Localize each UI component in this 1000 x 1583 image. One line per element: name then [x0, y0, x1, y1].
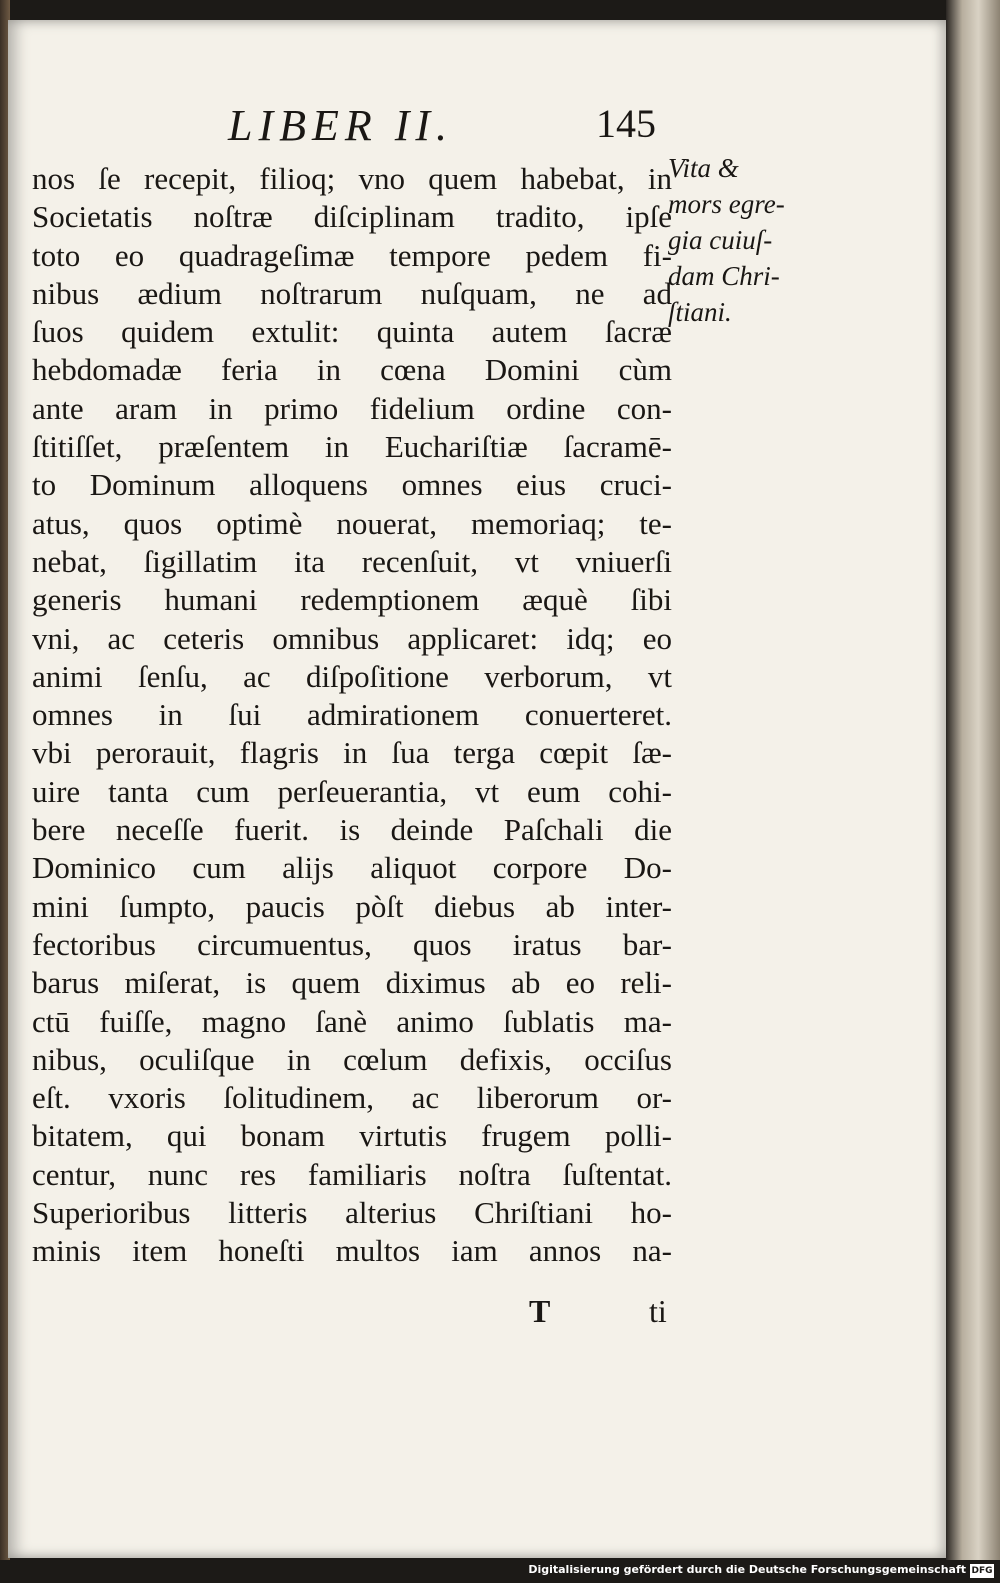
- marginal-line: Vita &: [668, 153, 739, 183]
- text-line: atus, quos optimè nouerat, memoriaq; te-: [32, 505, 672, 541]
- text-line: mini ſumpto, paucis pòſt diebus ab inter-: [32, 888, 672, 924]
- text-line: ſtitiſſet, præſentem in Euchariſtiæ ſacramē-: [32, 429, 672, 465]
- text-line: omnes in ſui admirationem conuerteret.: [32, 697, 672, 733]
- catchline: [32, 1293, 672, 1333]
- text-line: vni, ac ceteris omnibus applicaret: idq; eo: [32, 620, 672, 656]
- marginal-line: gia cuiuſ-: [668, 225, 773, 255]
- text-line: Superioribus litteris alterius Chriſtiani ho-: [32, 1195, 672, 1231]
- text-line: bere neceſſe fuerit. is deinde Paſchali die: [32, 812, 672, 848]
- text-line: nibus ædium noſtrarum nuſquam, ne ad: [32, 275, 672, 311]
- page-stack-edge: [946, 0, 1000, 1560]
- catchword: ti: [649, 1293, 667, 1329]
- text-line: barus miſerat, is quem diximus ab eo reli-: [32, 965, 672, 1001]
- text-line: vbi perorauit, flagris in ſua terga cœpit ſæ-: [32, 735, 672, 771]
- text-line: minis item honeſti multos iam annos na-: [32, 1233, 672, 1269]
- text-line: ſuos quidem extulit: quinta autem ſacræ: [32, 314, 672, 350]
- marginal-note: [668, 150, 818, 330]
- text-line: animi ſenſu, ac diſpoſitione verborum, vt: [32, 658, 672, 694]
- text-line: nebat, ſigillatim ita recenſuit, vt vniuerſi: [32, 543, 672, 579]
- marginal-line: ſtiani.: [668, 297, 732, 327]
- text-line: uire tanta cum perſeuerantia, vt eum cohi-: [32, 773, 672, 809]
- dfg-logo-icon: DFG: [971, 1566, 993, 1576]
- page-number: 145: [596, 101, 656, 146]
- running-title: LIBER II.: [228, 101, 454, 150]
- text-line: eſt. vxoris ſolitudinem, ac liberorum or-: [32, 1080, 672, 1116]
- text-line: bitatem, qui bonam virtutis frugem polli-: [32, 1118, 672, 1154]
- text-line: fectoribus circumuentus, quos iratus bar-: [32, 926, 672, 962]
- text-line: Dominico cum alijs aliquot corpore Do-: [32, 850, 672, 886]
- text-line: hebdomadæ feria in cœna Domini cùm: [32, 352, 672, 388]
- marginal-line: mors egre-: [668, 189, 785, 219]
- marginal-line: dam Chri-: [668, 261, 780, 291]
- text-line: ante aram in primo fidelium ordine con-: [32, 390, 672, 426]
- funding-credit: Digitalisierung gefördert durch die Deutsche Forschungsgemeinschaft: [528, 1563, 966, 1576]
- signature-mark: T: [529, 1293, 551, 1329]
- page-header: [8, 90, 946, 150]
- book-page: [8, 20, 946, 1558]
- text-line: to Dominum alloquens omnes eius cruci-: [32, 467, 672, 503]
- text-line: centur, nunc res familiaris noſtra ſuſtentat.: [32, 1156, 672, 1192]
- text-line: Societatis noſtræ diſciplinam tradito, ipſe: [32, 199, 672, 235]
- digitization-footer: [0, 1560, 1000, 1583]
- text-line: nos ſe recepit, filioq; vno quem habebat, in: [32, 161, 672, 196]
- main-text: [32, 160, 672, 1271]
- text-line: ctū fuiſſe, magno ſanè animo ſublatis ma-: [32, 1003, 672, 1039]
- text-line: generis humani redemptionem æquè ſibi: [32, 582, 672, 618]
- text-line: nibus, oculiſque in cœlum defixis, occiſus: [32, 1041, 672, 1077]
- text-line: toto eo quadrageſimæ tempore pedem fi-: [32, 237, 672, 273]
